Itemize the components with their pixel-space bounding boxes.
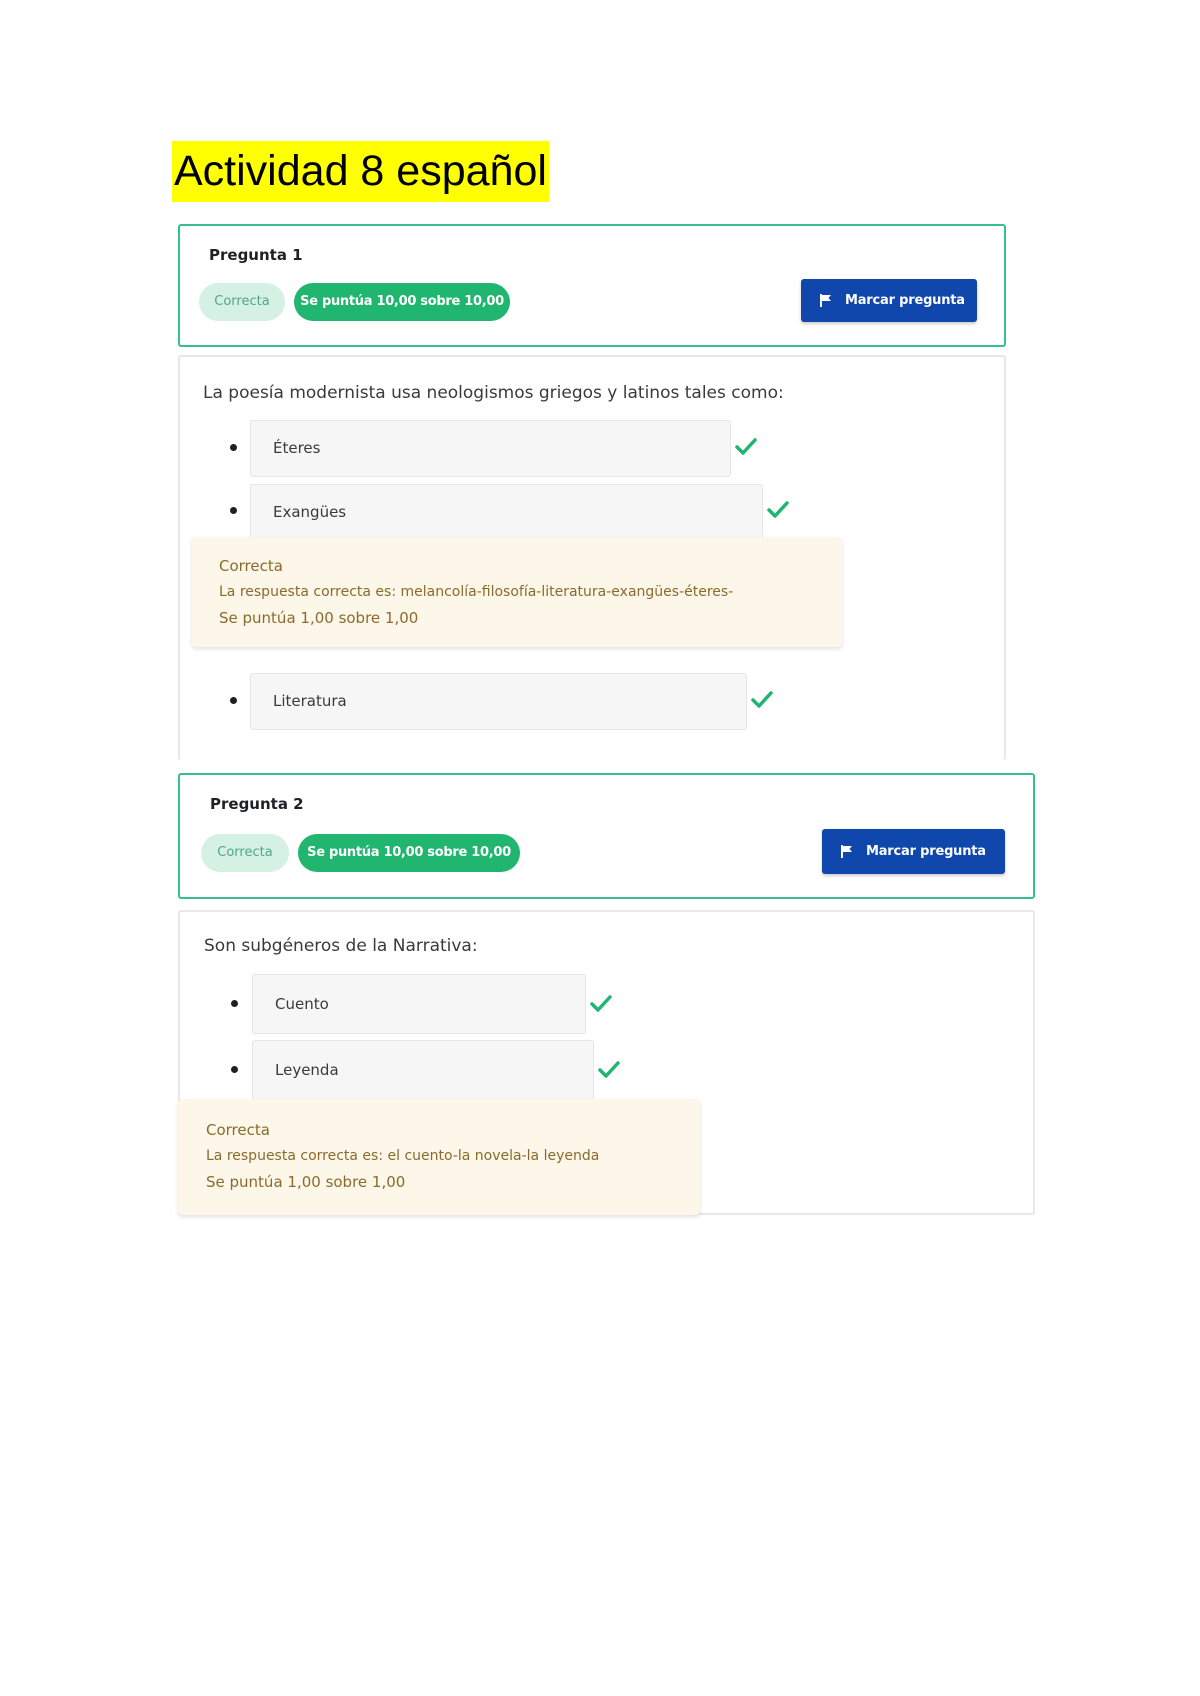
question-1-title: Pregunta 1 [209,246,303,264]
answer-bullet [231,1000,238,1007]
question-1-header [178,224,1006,347]
check-icon [597,1060,621,1080]
flag-icon [820,294,832,307]
question-1-score-badge: Se puntúa 10,00 sobre 10,00 [294,283,510,321]
document-title: Actividad 8 español [172,141,549,202]
question-1-flag-label: Marcar pregunta [845,293,965,308]
question-1-feedback-score: Se puntúa 1,00 sobre 1,00 [219,609,419,627]
check-icon [766,500,790,520]
question-2-text: Son subgéneros de la Narrativa: [204,936,478,956]
question-2-status-badge: Correcta [201,834,289,872]
question-2-feedback [178,1099,700,1215]
check-icon [589,994,613,1014]
question-1-feedback [192,537,842,647]
question-1-answer-3[interactable]: Literatura [250,673,747,730]
question-1-flag-button[interactable] [801,279,977,322]
question-2-header [178,773,1035,899]
answer-bullet [231,1066,238,1073]
answer-bullet [230,507,237,514]
check-icon [734,437,758,457]
question-1-status-badge: Correcta [199,283,285,321]
answer-bullet [230,697,237,704]
answer-bullet [230,444,237,451]
question-2-flag-label: Marcar pregunta [866,844,986,859]
question-2-feedback-status: Correcta [206,1121,270,1139]
question-2-answer-1[interactable]: Cuento [252,974,586,1034]
question-1-answer-2[interactable]: Exangües [250,484,763,541]
question-1-feedback-correct-answer: La respuesta correcta es: melancolía-filosofía-literatura-exangües-éteres- [219,584,734,600]
question-2-answer-2[interactable]: Leyenda [252,1040,594,1100]
question-1-text: La poesía modernista usa neologismos griegos y latinos tales como: [203,383,784,403]
flag-icon [841,845,853,858]
question-1-answer-1[interactable]: Éteres [250,420,731,477]
question-2-score-badge: Se puntúa 10,00 sobre 10,00 [298,834,520,872]
question-2-flag-button[interactable] [822,829,1005,874]
question-2-feedback-correct-answer: La respuesta correcta es: el cuento-la novela-la leyenda [206,1148,600,1164]
check-icon [750,690,774,710]
question-2-feedback-score: Se puntúa 1,00 sobre 1,00 [206,1173,406,1191]
question-1-feedback-status: Correcta [219,557,283,575]
question-2-title: Pregunta 2 [210,795,304,813]
